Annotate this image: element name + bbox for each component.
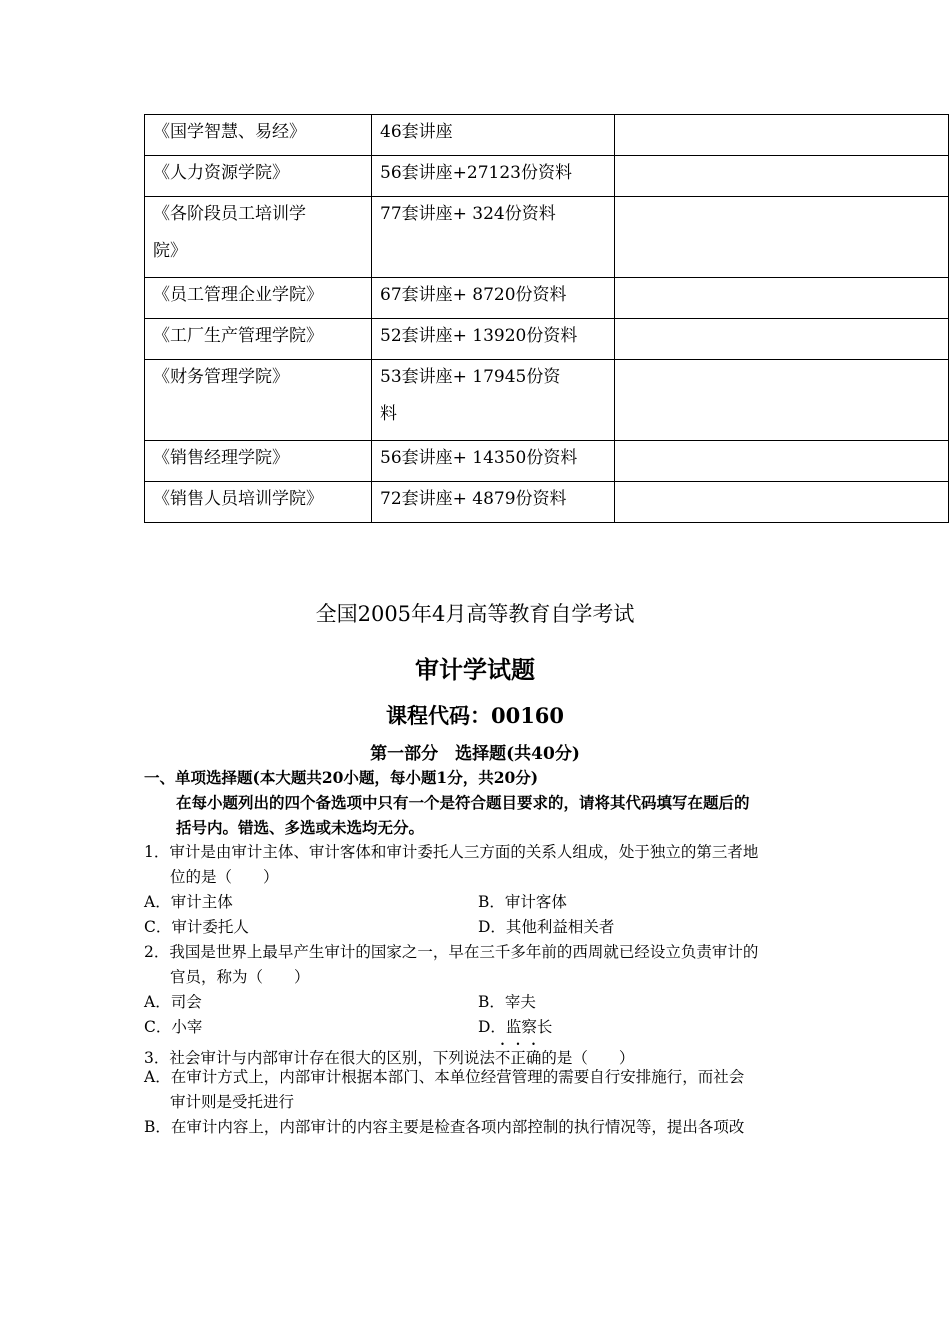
q1-option-b: B．审计客体: [478, 893, 567, 911]
question-1-line1: 1．审计是由审计主体、审计客体和审计委托人三方面的关系人组成，处于独立的第三者地: [144, 843, 759, 861]
table-row: [145, 319, 949, 360]
question-1: [144, 840, 814, 890]
q1-option-a: A．审计主体: [144, 893, 233, 911]
q3-option-a-line1: A．在审计方式上，内部审计根据本部门、本单位经营管理的需要自行安排施行，而社会: [144, 1068, 745, 1086]
course-content: 46套讲座: [372, 115, 615, 156]
q3-option-b: [144, 1115, 814, 1140]
table-row: [145, 115, 949, 156]
exam-subject: 审计学试题: [415, 655, 535, 684]
question-3-emphasis: 不正确: [494, 1049, 542, 1067]
table-row: [145, 156, 949, 197]
q2-option-b: B．宰夫: [478, 993, 536, 1011]
q3-option-a-line2: 审计则是受托进行: [170, 1093, 295, 1111]
question-3-tail: 的是（ ）: [541, 1049, 635, 1067]
course-code: 课程代码：00160: [385, 703, 565, 728]
q2-option-a: A．司会: [144, 993, 202, 1011]
course-name: 《员工管理企业学院》: [145, 278, 372, 319]
course-name: 《销售人员培训学院》: [145, 482, 372, 523]
course-content: 77套讲座+ 324份资料: [372, 197, 615, 278]
exam-title: 全国2005年4月高等教育自学考试: [315, 602, 635, 626]
question-2-line1: 2．我国是世界上最早产生审计的国家之一，早在三千多年前的西周就已经设立负责审计的: [144, 943, 759, 961]
instructions-line1: 在每小题列出的四个备选项中只有一个是符合题目要求的，请将其代码填写在题后的: [176, 793, 750, 812]
course-name-line1: 《各阶段员工培训学: [153, 204, 306, 224]
course-extra: [615, 319, 949, 360]
q1-option-d: D．其他利益相关者: [478, 918, 615, 936]
course-content: 72套讲座+ 4879份资料: [372, 482, 615, 523]
course-name: 《财务管理学院》: [145, 360, 372, 441]
instructions-line2: 括号内。错选、多选或未选均无分。: [176, 818, 425, 837]
part-heading: 第一部分 选择题(共40分): [370, 744, 580, 764]
question-2-line2: 官员，称为（ ）: [170, 968, 310, 986]
course-table: [144, 114, 949, 523]
course-name: 《人力资源学院》: [145, 156, 372, 197]
course-extra: [615, 482, 949, 523]
course-name: [145, 197, 372, 278]
course-content: 52套讲座+ 13920份资料: [372, 319, 615, 360]
course-content-line1: 53套讲座+ 17945份资: [380, 367, 561, 387]
course-extra: [615, 156, 949, 197]
course-extra: [615, 278, 949, 319]
course-name: 《工厂生产管理学院》: [145, 319, 372, 360]
q2-option-d: D．监察长: [478, 1018, 553, 1036]
course-name-line2: 院》: [153, 241, 187, 261]
q3-option-b-line1: B．在审计内容上，内部审计的内容主要是检查各项内部控制的执行情况等，提出各项改: [144, 1118, 745, 1136]
section-heading: 一、单项选择题(本大题共20小题，每小题1分，共20分): [144, 768, 539, 787]
course-name: 《销售经理学院》: [145, 441, 372, 482]
course-extra: [615, 441, 949, 482]
table-row: [145, 482, 949, 523]
table-row: [145, 441, 949, 482]
course-content: [372, 360, 615, 441]
course-extra: [615, 115, 949, 156]
q2-option-c: C．小宰: [144, 1018, 203, 1036]
course-name: 《国学智慧、易经》: [145, 115, 372, 156]
question-3-text: 3．社会审计与内部审计存在很大的区别，下列说法: [144, 1049, 495, 1067]
table-row: [145, 278, 949, 319]
course-extra: [615, 197, 949, 278]
course-content: 56套讲座+27123份资料: [372, 156, 615, 197]
question-2: [144, 940, 814, 990]
q1-option-c: C．审计委托人: [144, 918, 249, 936]
question-1-line2: 位的是（ ）: [170, 868, 279, 886]
table-row: [145, 360, 949, 441]
course-content: 67套讲座+ 8720份资料: [372, 278, 615, 319]
table-row: [145, 197, 949, 278]
q3-option-a: [144, 1065, 814, 1115]
course-extra: [615, 360, 949, 441]
course-content: 56套讲座+ 14350份资料: [372, 441, 615, 482]
course-content-line2: 料: [380, 404, 397, 424]
